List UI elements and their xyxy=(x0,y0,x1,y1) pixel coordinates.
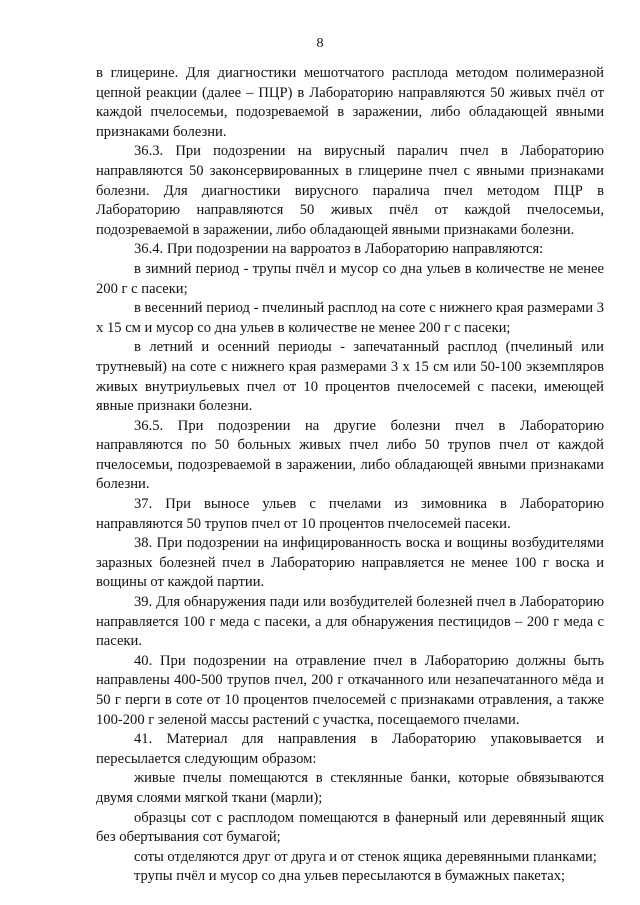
paragraph-36-3: 36.3. При подозрении на вирусный паралич пчел в Лабораторию направляются 50 законсервированных в глицерине пчел с явными признаками болезни. Для диагностики вирусного паралича пчел методом ПЦР в Лабораторию направляются 50 живых пчёл от каждой пчелосемьи, подозреваемой в заражении, либо обладающей явными признаками болезни. xyxy=(96,143,604,238)
paragraph-39: 39. Для обнаружения пади или возбудителей болезней пчел в Лабораторию направляется 100 г меда с пасеки, а для обнаружения пестицидов – 200 г меда с пасеки. xyxy=(96,594,604,650)
paragraph-41-dead-bees: трупы пчёл и мусор со дна ульев пересылаются в бумажных пакетах; xyxy=(134,868,566,885)
paragraph-41-comb-separation: соты отделяются друг от друга и от стенок ящика деревянными планками; xyxy=(134,848,597,865)
page-number: 8 xyxy=(316,36,324,51)
paragraph-36-4-summer-autumn: в летний и осенний периоды - запечатанный расплод (пчелиный или трутневый) на соте с нижнего края размерами 3 х 15 см или 50-100 экземпляров живых внутриульевых пчел от 10 процентов пчелосемей с пасеки, имеющей явные признаки болезни. xyxy=(96,339,604,415)
paragraph-40: 40. При подозрении на отравление пчел в Лабораторию должны быть направлены 400-500 трупов пчел, 200 г откачанного или незапечатанного мёда и 50 г перги в соте от 10 процентов пчелосемей с признаками отравления, а также 100-200 г зеленой массы растений с участка, посещаемого пчелами. xyxy=(96,652,604,728)
paragraph-36-4-spring: в весенний период - пчелиный расплод на соте с нижнего края размерами 3 х 15 см и мусор со дна ульев в количестве не менее 200 г с пасеки; xyxy=(96,300,604,336)
document-body xyxy=(96,64,604,887)
paragraph-41-comb-samples: образцы сот с расплодом помещаются в фанерный или деревянный ящик без обертывания сот бумагой; xyxy=(96,809,604,846)
paragraph-38: 38. При подозрении на инфицированность воска и вощины возбудителями заразных болезней пчел в Лабораторию направляется не менее 100 г воска и вощины от каждой партии. xyxy=(96,535,604,591)
paragraph-36-4-winter: в зимний период - трупы пчёл и мусор со дна ульев в количестве не менее 200 г с пасеки; xyxy=(96,260,604,297)
paragraph-41: 41. Материал для направления в Лабораторию упаковывается и пересылается следующим образом: xyxy=(96,731,604,767)
paragraph-41-live-bees: живые пчелы помещаются в стеклянные банки, которые обвязываются двумя слоями мягкой ткани (марли); xyxy=(96,770,604,806)
paragraph-36-5: 36.5. При подозрении на другие болезни пчел в Лабораторию направляются по 50 больных живых пчел либо 50 трупов пчел от каждой пчелосемьи, подозреваемой в заражении, либо обладающей явными признаками болезни. xyxy=(96,417,604,493)
paragraph-36-4: 36.4. При подозрении на варроатоз в Лабораторию направляются: xyxy=(134,241,544,258)
paragraph-37: 37. При выносе ульев с пчелами из зимовника в Лабораторию направляются 50 трупов пчел от 10 процентов пчелосемей пасеки. xyxy=(96,496,604,532)
paragraph-continuation: в глицерине. Для диагностики мешотчатого расплода методом полимеразной цепной реакции (далее – ПЦР) в Лабораторию направляются 50 живых пчёл от каждой пчелосемьи, подозреваемой в заражении, либо обладающей явными признаками болезни. xyxy=(96,65,604,140)
